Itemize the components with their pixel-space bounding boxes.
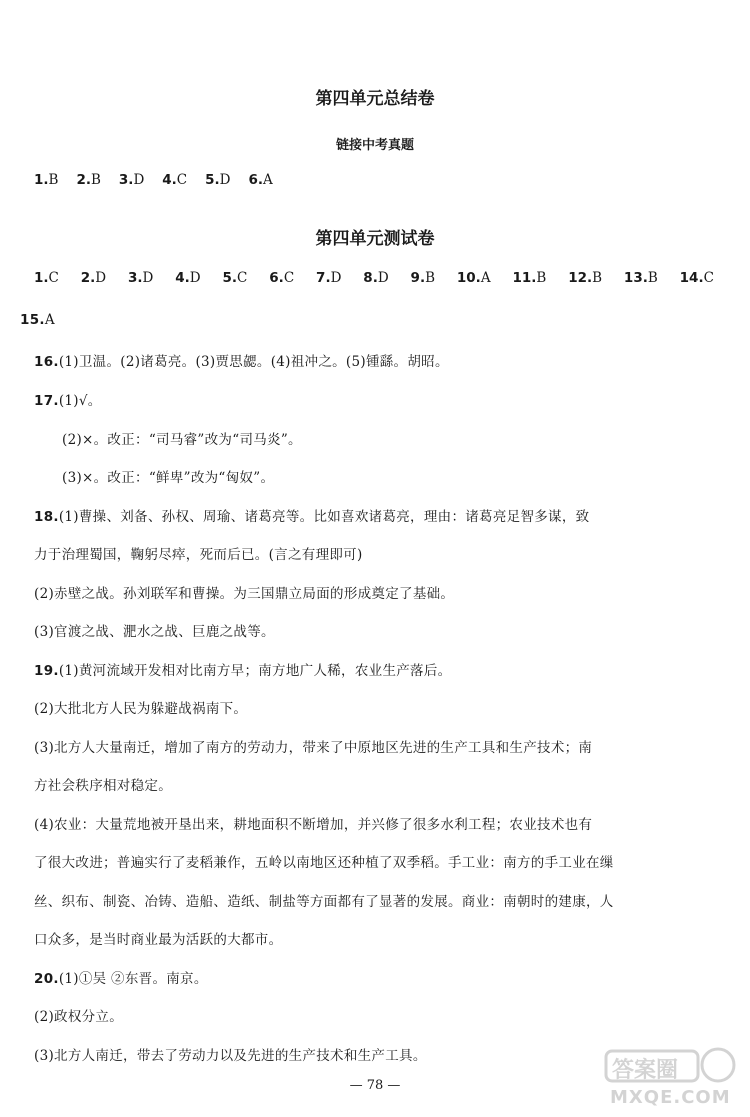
q19-line-5: (4)农业：大量荒地被开垦出来，耕地面积不断增加，并兴修了很多水利工程；农业技术也有 <box>34 817 593 833</box>
answer-item: 3.D <box>128 270 154 286</box>
q17-line-2: (2)×。改正：“司马睿”改为“司马炎”。 <box>62 432 302 448</box>
q18-line-3: (2)赤壁之战。孙刘联军和曹操。为三国鼎立局面的形成奠定了基础。 <box>34 586 455 602</box>
q18-line-2: 力于治理蜀国，鞠躬尽瘁，死而后已。(言之有理即可) <box>34 547 363 563</box>
answer-item: 2.B <box>76 172 101 188</box>
q17-line-1: 17.(1)√。 <box>34 393 102 409</box>
answer-item: 4.C <box>162 172 188 188</box>
q18-line-1: 18.(1)曹操、刘备、孙权、周瑜、诸葛亮等。比如喜欢诸葛亮，理由：诸葛亮足智多谋，致 <box>34 509 590 525</box>
answer-item: 13.B <box>623 270 658 286</box>
q17-line-3: (3)×。改正：“鲜卑”改为“匈奴”。 <box>62 470 275 486</box>
answer-item: 4.D <box>175 270 201 286</box>
answer-item: 10.A <box>456 270 491 286</box>
answer-item: 3.D <box>118 172 145 188</box>
answer-item: 11.B <box>512 270 547 286</box>
q19-line-3: (3)北方人大量南迁，增加了南方的劳动力，带来了中原地区先进的生产工具和生产技术；南 <box>34 740 593 756</box>
test-title: 第四单元测试卷 <box>315 229 435 249</box>
answer-item: 2.D <box>80 270 107 286</box>
answer-item: 12.B <box>568 270 603 286</box>
summary-answer-row <box>34 172 291 188</box>
summary-title: 第四单元总结卷 <box>315 89 435 109</box>
q19-line-2: (2)大批北方人民为躲避战祸南下。 <box>34 701 248 717</box>
answer-item: 1.B <box>34 172 59 188</box>
answer-item: 8.D <box>363 270 389 286</box>
summary-subtitle: 链接中考真题 <box>335 138 414 153</box>
answer-item: 6.C <box>269 270 295 286</box>
q18-line-4: (3)官渡之战、淝水之战、巨鹿之战等。 <box>34 624 275 640</box>
answer-item: 7.D <box>316 270 342 286</box>
answer-item: 5.D <box>205 172 231 188</box>
q20-line-2: (2)政权分立。 <box>34 1009 124 1025</box>
q19-line-6: 了很大改进；普遍实行了麦稻兼作，五岭以南地区还种植了双季稻。手工业：南方的手工业在缫 <box>34 855 614 871</box>
watermark-logo <box>600 1043 740 1113</box>
q20-line-3: (3)北方人南迁，带去了劳动力以及先进的生产技术和生产工具。 <box>34 1048 427 1064</box>
q20-line-1: 20.(1)①吴 ②东晋。南京。 <box>34 971 208 987</box>
answer-item: 14.C <box>679 270 714 286</box>
answer-item: 1.C <box>34 270 59 286</box>
watermark-url: MXQE.COM <box>610 1087 731 1108</box>
q15-line: 15.A <box>20 312 55 328</box>
q19-line-1: 19.(1)黄河流域开发相对比南方早；南方地广人稀，农业生产落后。 <box>34 663 452 679</box>
answer-item: 5.C <box>222 270 248 286</box>
q19-line-4: 方社会秩序相对稳定。 <box>34 778 172 794</box>
q19-line-8: 口众多，是当时商业最为活跃的大都市。 <box>34 932 283 948</box>
page-number: — 78 — <box>349 1078 401 1093</box>
watermark-text: 答案圈 <box>612 1058 679 1083</box>
q16-line: 16.(1)卫温。(2)诸葛亮。(3)贾思勰。(4)祖冲之。(5)锺繇。胡昭。 <box>34 354 449 370</box>
q19-line-7: 丝、织布、制瓷、冶铸、造船、造纸、制盐等方面都有了显著的发展。商业：南朝时的建康，人 <box>34 894 614 910</box>
test-answer-row <box>34 270 714 286</box>
answer-item: 6.A <box>248 172 273 188</box>
answer-item: 9.B <box>410 270 435 286</box>
